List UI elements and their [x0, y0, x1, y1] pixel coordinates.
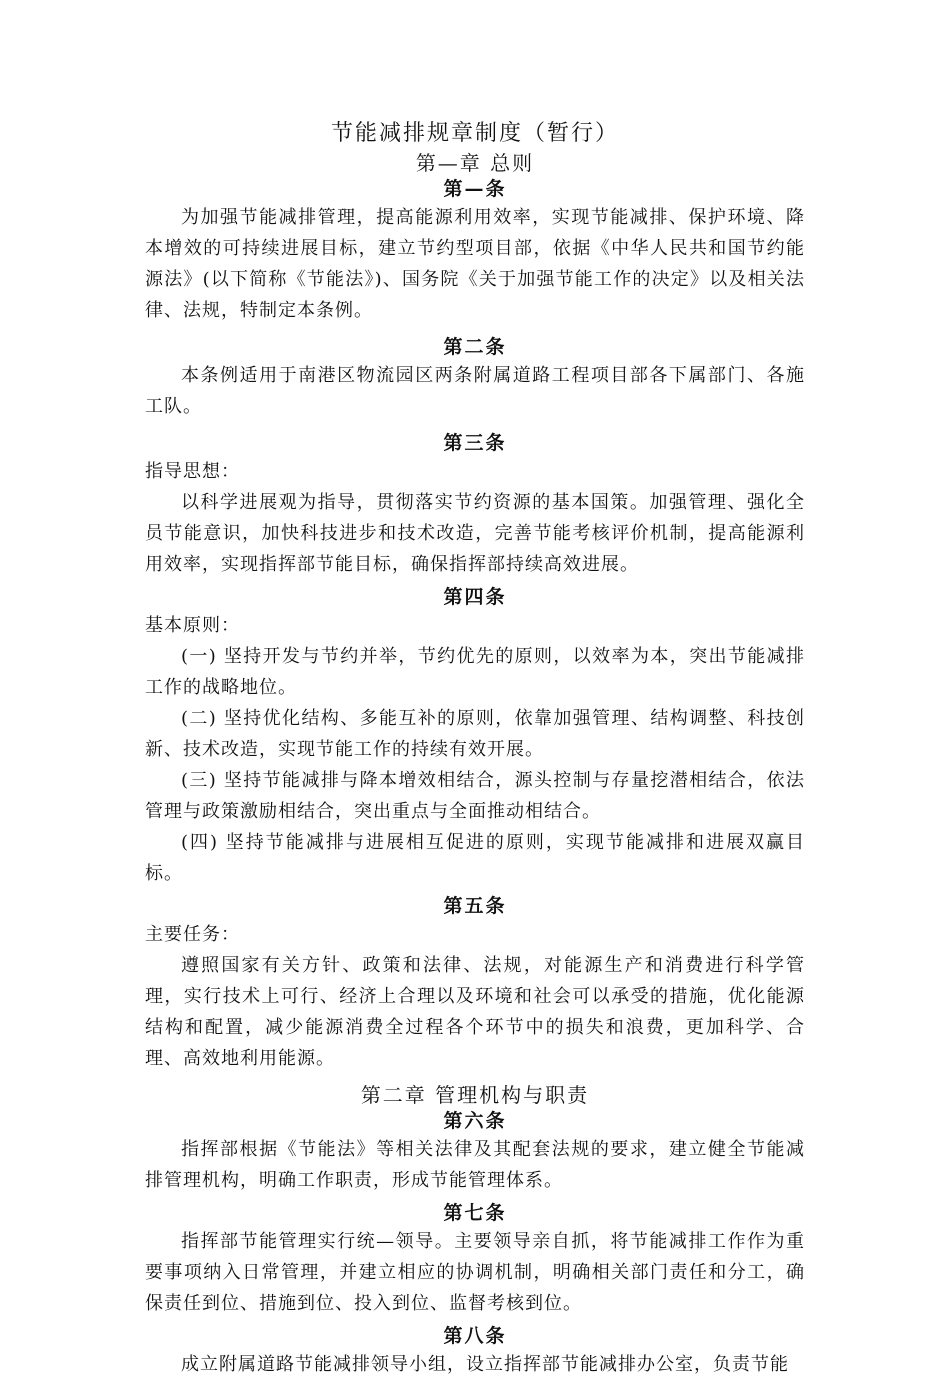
article-2-heading: 第二条 — [443, 336, 507, 358]
article-7-heading: 第七条 — [443, 1202, 507, 1224]
document-page — [145, 118, 805, 1380]
chapter-2-heading: 第二章 管理机构与职责 — [360, 1083, 590, 1107]
article-4-item-1: (一) 坚持开发与节约并举，节约优先的原则，以效率为本，突出节能减排工作的战略地位。 — [145, 646, 805, 698]
article-1-heading: 第—条 — [443, 178, 507, 200]
article-3-lead: 指导思想： — [145, 461, 240, 482]
article-4-heading: 第四条 — [443, 586, 507, 608]
document-title: 节能减排规章制度（暂行） — [330, 121, 619, 146]
article-2-paragraph: 本条例适用于南港区物流园区两条附属道路工程项目部各下属部门、各施工队。 — [145, 365, 805, 417]
article-5-paragraph: 遵照国家有关方针、政策和法律、法规，对能源生产和消费进行科学管理，实行技术上可行、经济上合理以及环境和社会可以承受的措施，优化能源结构和配置，减少能源消费全过程各个环节中的损失和浪费，更加科学、合理、高效地利用能源。 — [145, 955, 805, 1069]
article-1-paragraph: 为加强节能减排管理，提高能源利用效率，实现节能减排、保护环境、降本增效的可持续进展目标，建立节约型项目部，依据《中华人民共和国节约能源法》(以下简称《节能法》)、国务院《关于加强节能工作的决定》以及相关法律、法规，特制定本条例。 — [145, 207, 805, 321]
article-4-lead: 基本原则： — [145, 615, 240, 636]
article-4-item-3: (三) 坚持节能减排与降本增效相结合，源头控制与存量挖潜相结合，依法管理与政策激励相结合，突出重点与全面推动相结合。 — [145, 770, 805, 822]
article-4-item-2: (二) 坚持优化结构、多能互补的原则，依靠加强管理、结构调整、科技创新、技术改造，实现节能工作的持续有效开展。 — [145, 708, 805, 760]
article-8-paragraph: 成立附属道路节能减排领导小组，设立指挥部节能减排办公室，负责节能 — [181, 1354, 789, 1375]
article-3-paragraph: 以科学进展观为指导，贯彻落实节约资源的基本国策。加强管理、强化全员节能意识，加快科技进步和技术改造，完善节能考核评价机制，提高能源利用效率，实现指挥部节能目标，确保指挥部持续高效进展。 — [145, 492, 805, 575]
article-8-heading: 第八条 — [443, 1325, 507, 1347]
article-6-paragraph: 指挥部根据《节能法》等相关法律及其配套法规的要求，建立健全节能减排管理机构，明确工作职责，形成节能管理体系。 — [145, 1139, 805, 1191]
article-5-heading: 第五条 — [443, 895, 507, 917]
article-7-paragraph: 指挥部节能管理实行统—领导。主要领导亲自抓，将节能减排工作作为重要事项纳入日常管理，并建立相应的协调机制，明确相关部门责任和分工，确保责任到位、措施到位、投入到位、监督考核到位。 — [145, 1231, 805, 1314]
chapter-1-heading: 第—章 总则 — [415, 151, 535, 175]
article-6-heading: 第六条 — [443, 1110, 507, 1132]
article-4-item-4: (四) 坚持节能减排与进展相互促进的原则，实现节能减排和进展双赢目标。 — [145, 832, 805, 884]
article-5-lead: 主要任务： — [145, 924, 240, 945]
article-3-heading: 第三条 — [443, 432, 507, 454]
